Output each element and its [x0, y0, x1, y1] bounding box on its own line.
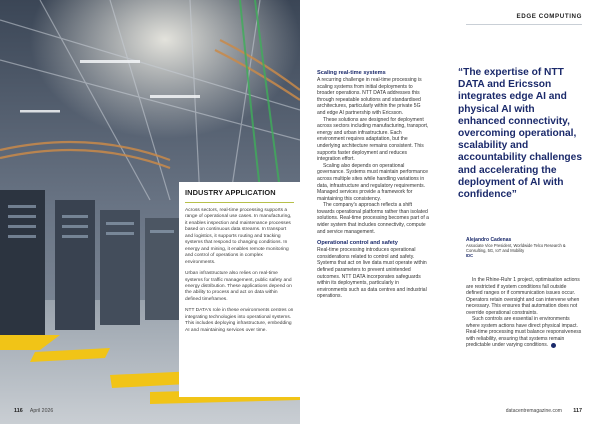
- heading-scaling: Scaling real-time systems: [317, 70, 386, 76]
- body-paragraph: Scaling also depends on operational governance. Systems must maintain performance across multiple sites while handling variations in data, infrastructure and regulatory requirements. Managed services provide a framework for maintaining this consistency.: [317, 162, 429, 202]
- section-rule: [466, 24, 582, 25]
- article-column-2: [466, 277, 584, 349]
- left-folio: [14, 408, 53, 414]
- pull-quote: “The expertise of NTT DATA and Ericsson integrates edge AI and physical AI with enhanced connectivity, overcoming operational, scalability and accountability challenges and accelerating the deployment of AI with confidence”: [458, 67, 582, 201]
- sidebar-title: INDUSTRY APPLICATION: [185, 188, 276, 197]
- issue-date: April 2026: [29, 408, 54, 414]
- left-page-number: 116: [14, 408, 23, 414]
- industry-application-box: [179, 182, 300, 397]
- sidebar-paragraph: Urban infrastructure also relies on real-time systems for traffic management, public safety and energy distribution. These applications depend on the ability to process and act on data within defined timeframes.: [185, 271, 292, 302]
- heading-operational-control: Operational control and safety: [317, 240, 398, 247]
- attribution-name: Alejandro Cadenas: [466, 237, 512, 243]
- attribution-role: Associate Vice President, Worldwide Telco Research & Consulting, 5G, IoT and Mobility: [466, 243, 566, 254]
- body-paragraph: Such controls are essential in environments where system actions have direct physical impact. Real-time processing must balance responsiveness with reliability, ensuring that systems remain predictable under varying conditions.: [466, 316, 582, 349]
- end-of-article-icon: [551, 343, 556, 348]
- right-page-number: 117: [573, 408, 582, 414]
- attribution-org: IDC: [466, 253, 474, 259]
- body-paragraph: A recurring challenge in real-time processing is scaling systems from initial deployments to broader operations. NTT DATA addresses this through repeatable solutions and standardised architectures, particularly within the private 5G and edge AI partnership with Ericsson.: [317, 77, 422, 116]
- body-paragraph: These solutions are designed for deployment across sectors including manufacturing, transport, energy and urban infrastructure. Each environment requires adaptation, but the underlying architecture remains consistent. This supports faster deployment and reduces integration effort.: [317, 116, 429, 163]
- body-paragraph: Real-time processing introduces operational considerations related to control and safety. Systems that act on live data must operate within defined parameters to prevent unintended outcomes. NTT DATA incorporates safeguards within its deployments, particularly in environments such as data centres and industrial operations.: [317, 247, 427, 300]
- magazine-url[interactable]: datacentremagazine.com: [505, 408, 562, 414]
- section-label: EDGE COMPUTING: [516, 13, 582, 20]
- right-page: [300, 0, 600, 424]
- body-paragraph: The company's approach reflects a shift towards operational platforms rather than isolated solutions. Real-time processing becomes part of a wider system that includes connectivity, compute and service management.: [317, 202, 429, 235]
- body-paragraph: In the Rhine-Ruhr 1 project, optimisation actions are restricted if system conditions fall outside defined ranges or if communication issues occur. Operators retain oversight and can intervene when necessary. This ensures that automation does not override operational constraints.: [466, 277, 580, 316]
- sidebar-rule: [185, 202, 294, 203]
- quote-attribution: [466, 237, 584, 259]
- sidebar-paragraph: NTT DATA's role in these environments centres on integrating technologies into operational systems. This includes deploying infrastructure, embedding AI and maintaining services over time.: [185, 308, 294, 333]
- sidebar-paragraph: Across sectors, real-time processing supports a range of operational use cases. In manufacturing, it enables inspection and maintenance processes based on continuous data streams. In transport and logistics, it supports routing and tracking systems that respond to changing conditions. In energy and mining, it enables remote monitoring and control of operations in complex environments.: [185, 208, 292, 265]
- right-folio: [506, 408, 582, 414]
- article-column-1: [317, 70, 429, 300]
